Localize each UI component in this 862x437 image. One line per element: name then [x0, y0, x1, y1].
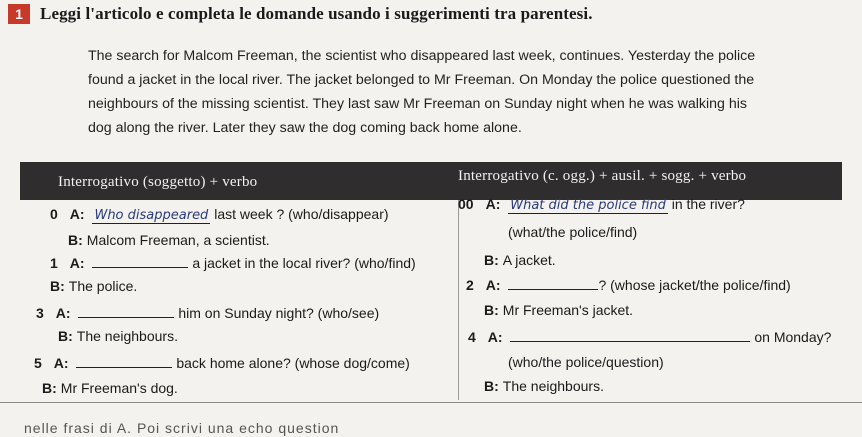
speaker-a: A: [485, 277, 501, 293]
answer-blank[interactable] [78, 304, 174, 318]
question-00-hint: (what/the police/find) [508, 224, 638, 240]
question-5-b [42, 380, 178, 396]
answer-blank[interactable] [508, 276, 598, 290]
speaker-b: B: [484, 302, 499, 318]
speaker-b: B: [484, 252, 499, 268]
passage-line: The search for Malcom Freeman, the scientist who disappeared last week, continues. Yesterday the police [88, 48, 756, 64]
exercise-instruction: Leggi l'articolo e completa le domande usando i suggerimenti tra parentesi. [40, 4, 593, 23]
question-number: 1 [50, 255, 58, 271]
exercise-header [8, 4, 593, 24]
passage-line: found a jacket in the local river. The jacket belonged to Mr Freeman. On Monday the police questioned the [88, 72, 755, 88]
answer-text: Malcom Freeman, a scientist. [86, 232, 270, 248]
question-4-b [484, 378, 604, 394]
question-table [20, 162, 842, 402]
speaker-b: B: [50, 278, 65, 294]
question-1-a [50, 254, 416, 271]
answer-text: The neighbours. [76, 328, 178, 344]
bottom-rule [0, 402, 862, 403]
speaker-a: A: [69, 206, 85, 222]
question-prompt: back home alone? (whose dog/come) [176, 355, 410, 371]
question-prompt: a jacket in the local river? (who/find) [192, 255, 416, 271]
question-00-b [484, 252, 556, 268]
question-3-b [58, 328, 178, 344]
answer-text: The neighbours. [502, 378, 604, 394]
passage-line: dog along the river. Later they saw the dog coming back home alone. [88, 120, 522, 136]
question-4-a [468, 328, 831, 345]
answer-text: A jacket. [502, 252, 556, 268]
question-number: 3 [36, 305, 44, 321]
question-number: 4 [468, 329, 476, 345]
question-prompt: on Monday? [754, 329, 832, 345]
speaker-a: A: [53, 355, 69, 371]
question-prompt: him on Sunday night? (who/see) [178, 305, 380, 321]
question-prompt: last week ? (who/disappear) [214, 206, 389, 222]
next-exercise-cut-text: nelle frasi di A. Poi scrivi una echo question [24, 420, 340, 436]
answer-text: The police. [68, 278, 138, 294]
question-number: 00 [458, 196, 474, 212]
speaker-b: B: [58, 328, 73, 344]
question-0-a [50, 206, 389, 223]
question-2-a [466, 276, 791, 293]
exercise-number-badge: 1 [8, 4, 30, 24]
question-prompt: ? (whose jacket/the police/find) [598, 277, 791, 293]
question-00-a [458, 196, 745, 213]
answer-field[interactable]: What did the police find [510, 198, 666, 213]
question-5-a [34, 354, 410, 371]
answer-blank[interactable] [510, 328, 750, 342]
question-number: 0 [50, 206, 58, 222]
table-header-row [20, 162, 842, 200]
question-0-b [68, 232, 270, 248]
speaker-b: B: [484, 378, 499, 394]
question-number: 5 [34, 355, 42, 371]
speaker-b: B: [68, 232, 83, 248]
answer-text: Mr Freeman's jacket. [502, 302, 634, 318]
left-column-header: Interrogativo (soggetto) + verbo [58, 174, 258, 190]
right-column-header: Interrogativo (c. ogg.) + ausil. + sogg. + verbo [458, 168, 747, 184]
passage-line: neighbours of the missing scientist. They last saw Mr Freeman on Sunday night when he was walking his [88, 96, 747, 112]
answer-blank[interactable] [92, 254, 188, 268]
question-3-a [36, 304, 379, 321]
column-divider [458, 200, 459, 400]
speaker-a: A: [69, 255, 85, 271]
speaker-a: A: [485, 196, 501, 212]
question-prompt: in the river? [671, 196, 745, 212]
question-2-b [484, 302, 633, 318]
article-passage [88, 44, 788, 140]
speaker-b: B: [42, 380, 57, 396]
question-number: 2 [466, 277, 474, 293]
speaker-a: A: [487, 329, 503, 345]
answer-text: Mr Freeman's dog. [60, 380, 178, 396]
speaker-a: A: [55, 305, 71, 321]
question-4-hint: (who/the police/question) [508, 354, 664, 370]
question-1-b [50, 278, 137, 294]
answer-blank[interactable] [76, 354, 172, 368]
answer-field[interactable]: Who disappeared [94, 208, 209, 223]
